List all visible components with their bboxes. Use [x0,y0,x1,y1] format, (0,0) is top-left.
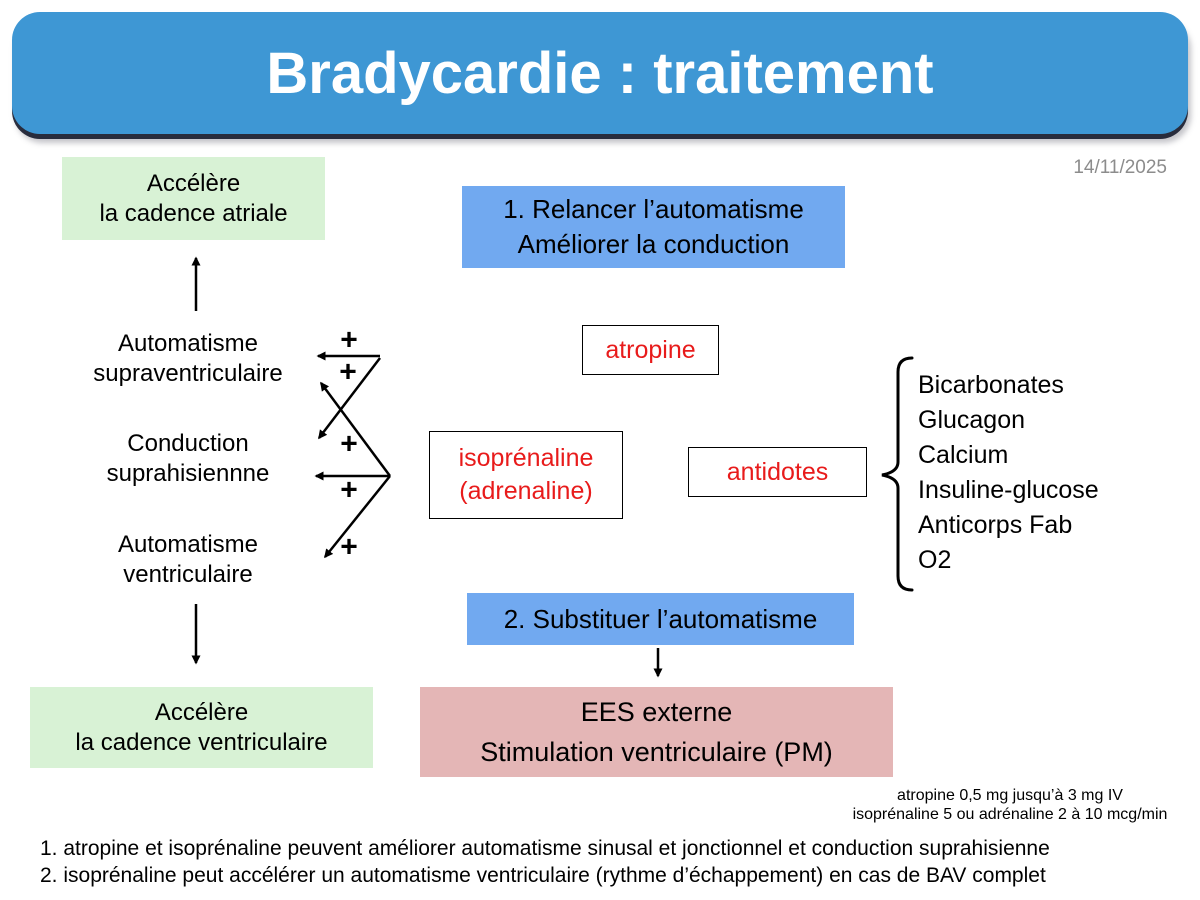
dose-annotations [845,786,1175,824]
accelerate-ventricular-box [30,687,373,768]
isoprenaline-line1: isoprénaline [458,444,594,472]
slide-date: 14/11/2025 [1073,157,1167,178]
antidote-item: Insuline-glucose [918,476,1099,504]
target-ventricular-line1: Automatisme [117,531,259,558]
atropine-box [582,325,719,375]
dose-isoprenaline: isoprénaline 5 ou adrénaline 2 à 10 mcg/min [852,806,1168,823]
atropine-label: atropine [605,335,696,364]
page-title: Bradycardie : traitement [266,40,934,106]
ees-box [420,687,893,777]
step1-line2: Améliorer la conduction [517,229,790,259]
target-supraventricular-line2: supraventriculaire [93,360,283,387]
step1-box [462,186,845,268]
target-supraventricular [58,329,318,389]
accelerate-atrial-line2: la cadence atriale [99,199,288,227]
target-conduction-line1: Conduction [127,430,249,457]
plus-sign: + [340,323,358,357]
footnotes [40,835,1185,889]
accelerate-atrial-box [62,157,325,240]
step2-box [467,593,854,645]
target-ventricular [58,530,318,590]
accelerate-atrial-line1: Accélère [146,169,241,197]
antidotes-label: antidotes [726,457,829,486]
step1-line1: 1. Relancer l’automatisme [503,194,804,224]
target-conduction-line2: suprahisiennne [106,460,270,487]
accelerate-ventricular-line2: la cadence ventriculaire [75,728,328,756]
antidote-item: Anticorps Fab [918,511,1073,539]
plus-sign: + [340,530,358,564]
antidote-item: Bicarbonates [918,371,1064,399]
target-ventricular-line2: ventriculaire [123,561,253,588]
antidotes-box [688,447,867,497]
plus-sign: + [340,427,358,461]
target-supraventricular-line1: Automatisme [117,330,259,357]
isoprenaline-line2: (adrenaline) [459,477,593,505]
ees-line1: EES externe [580,697,733,727]
plus-sign: + [339,355,357,389]
footnote-1: 1. atropine et isoprénaline peuvent améliorer automatisme sinusal et jonctionnel et conduction suprahisienne [40,837,1050,860]
antidote-item: Glucagon [918,406,1026,434]
plus-sign: + [340,473,358,507]
step2-label: 2. Substituer l’automatisme [503,603,818,634]
target-conduction [58,429,318,489]
ees-line2: Stimulation ventriculaire (PM) [480,737,833,767]
antidote-item: O2 [918,546,952,574]
antidote-item: Calcium [918,441,1009,469]
footnote-2: 2. isoprénaline peut accélérer un automatisme ventriculaire (rythme d’échappement) en cas de BAV complet [40,864,1046,887]
title-banner [12,12,1188,134]
accelerate-ventricular-line1: Accélère [154,698,249,726]
isoprenaline-box [429,431,623,519]
antidote-list [918,368,1099,578]
antidotes-brace [882,358,912,590]
dose-atropine: atropine 0,5 mg jusqu’à 3 mg IV [897,787,1123,804]
